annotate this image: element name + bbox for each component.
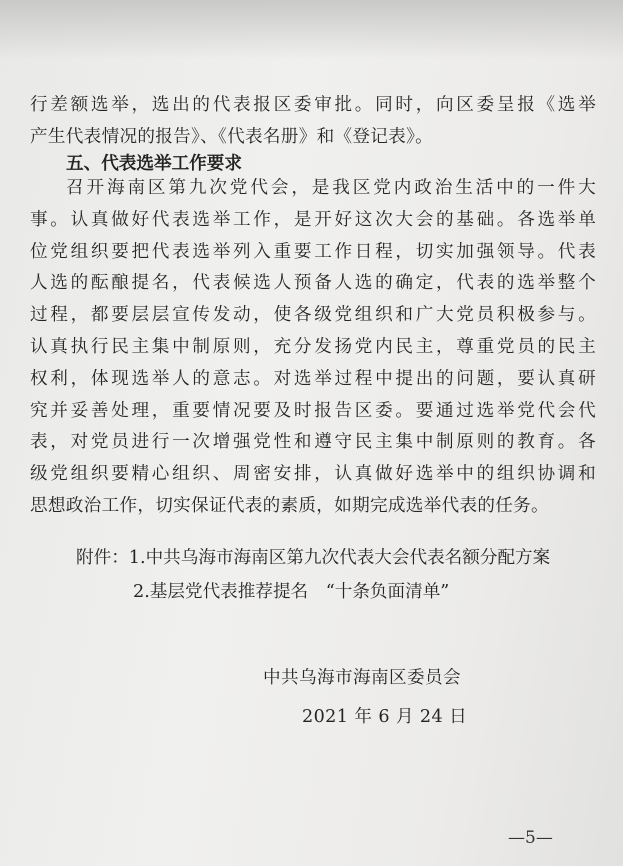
main-line-3: 位党组织要把代表选举列入重要工作日程，切实加强领导。代表	[30, 241, 596, 262]
main-line-11: 思想政治工作，切实保证代表的素质，如期完成选举代表的任务。	[30, 495, 549, 516]
intro-line-2: 产生代表情况的报告》、《代表名册》和《登记表》。	[30, 126, 434, 147]
page-shadow	[0, 0, 623, 60]
attachments-block	[76, 541, 550, 609]
issue-date: 2021 年 6 月 24 日	[302, 707, 468, 727]
intro-paragraph	[30, 90, 596, 154]
issuer-signature: 中共乌海市海南区委员会	[263, 668, 461, 688]
main-line-5: 过程，都要层层宣传发动，使各级党组织和广大党员积极参与。	[30, 305, 596, 326]
main-paragraph	[30, 173, 596, 523]
intro-line-1: 行差额选举，选出的代表报区委审批。同时，向区委呈报《选举	[30, 95, 596, 115]
main-line-6: 认真执行民主集中制原则，充分发扬党内民主，尊重党员的民主	[30, 336, 596, 357]
attachment-row-2	[76, 575, 550, 609]
main-line-10: 级党组织要精心组织、周密安排，认真做好选举中的组织协调和	[30, 464, 596, 485]
main-line-2: 事。认真做好代表选举工作，是开好这次大会的基础。各选举单	[30, 209, 596, 230]
attachment-row-1	[76, 541, 550, 575]
page-number: —5—	[508, 828, 553, 848]
main-line-8: 究并妥善处理，重要情况要及时报告区委。要通过选举党代会代	[30, 400, 596, 421]
main-line-7: 权利，体现选举人的意志。对选举过程中提出的问题，要认真研	[30, 368, 596, 389]
main-line-1: 召开海南区第九次党代会，是我区党内政治生活中的一件大	[66, 178, 596, 198]
attachments-label: 附件：	[76, 548, 129, 568]
attachment-item-2: 2.基层党代表推荐提名 “十条负面清单”	[133, 582, 450, 602]
attachment-item-1: 1.中共乌海市海南区第九次代表大会代表名额分配方案	[128, 548, 551, 568]
section-heading: 五、代表选举工作要求	[66, 154, 242, 174]
main-line-4: 人选的酝酿提名，代表候选人预备人选的确定，代表的选举整个	[30, 273, 596, 294]
main-line-9: 表，对党员进行一次增强党性和遵守民主集中制原则的教育。各	[30, 432, 596, 453]
